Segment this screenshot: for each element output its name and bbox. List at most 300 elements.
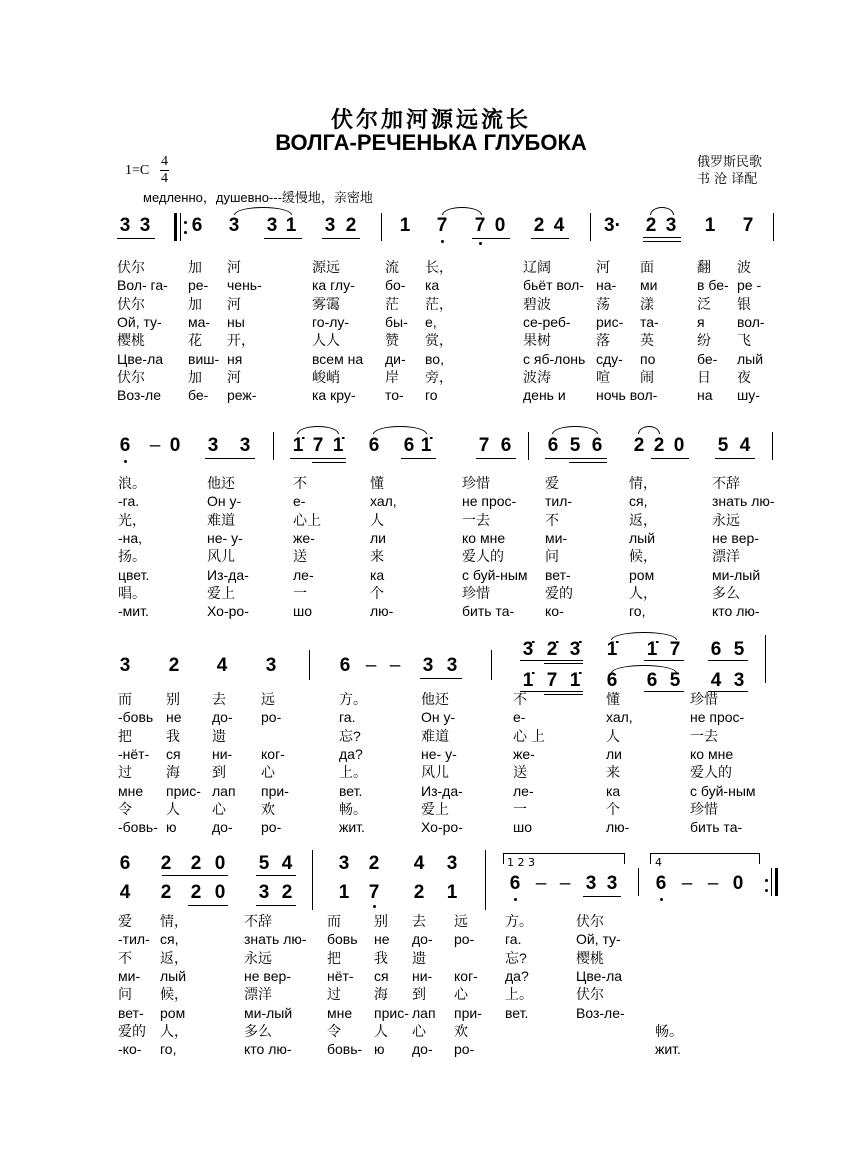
barline <box>638 868 639 896</box>
lyric-syllable: реж- <box>227 387 257 404</box>
lyric-syllable: е- <box>293 493 306 510</box>
lyric-syllable: хал, <box>370 493 397 510</box>
lyric-syllable: 永远 <box>244 949 272 966</box>
volta-label-2: 4 <box>655 856 662 869</box>
beam <box>290 458 346 459</box>
lyric-syllable: тил- <box>545 493 573 510</box>
repeat-dot <box>184 221 187 224</box>
lyric-syllable: до- <box>412 1041 433 1058</box>
lyric-syllable: ког- <box>454 967 478 984</box>
lyric-syllable: 伏尔 <box>117 295 145 312</box>
lyric-syllable: 难道 <box>207 511 235 528</box>
dash: – <box>707 873 719 894</box>
note: 1 <box>285 215 297 236</box>
song-title-chinese: 伏尔加河源远流长 <box>330 107 531 133</box>
note: 3 <box>207 435 219 456</box>
lyric-syllable: 开， <box>227 332 255 349</box>
lyric-syllable: 问 <box>118 986 132 1003</box>
barline <box>491 650 492 680</box>
lyric-syllable: знать лю- <box>244 931 307 948</box>
beam <box>256 905 296 906</box>
note: 4 <box>739 435 751 456</box>
lyric-syllable: 波 <box>737 259 751 275</box>
upper-note: 3̇ <box>569 639 581 660</box>
note: 3 <box>239 435 251 456</box>
lyric-syllable: 流 <box>385 259 399 275</box>
lyric-syllable: вет- <box>545 566 571 583</box>
lyric-syllable: жит. <box>339 819 365 836</box>
note: 6 <box>547 435 559 456</box>
lyric-syllable: 去 <box>212 691 226 707</box>
lyric-syllable: 茫 <box>385 295 399 312</box>
note-high: 1̇ <box>292 435 304 456</box>
lyric-syllable: 波涛 <box>523 368 551 385</box>
beam <box>643 237 681 238</box>
repeat-dot <box>184 231 187 234</box>
lyric-syllable: 把 <box>118 727 132 744</box>
note: 6 <box>403 435 415 456</box>
lyric-syllable: 把 <box>327 949 341 966</box>
lyric-syllable: 珍惜 <box>690 691 718 707</box>
note: 2 <box>345 215 357 236</box>
lyric-syllable: мне <box>118 782 144 799</box>
lyric-syllable: 多么 <box>244 1022 272 1039</box>
lyric-syllable: 心 上 <box>513 727 545 744</box>
time-signature <box>160 155 169 186</box>
lyric-syllable: 珍惜 <box>462 584 490 601</box>
lyric-syllable: 唱。 <box>118 584 146 601</box>
note: 7 <box>436 215 448 236</box>
lyric-syllable: е- <box>513 709 526 726</box>
upper-note: 2̇ <box>546 639 558 660</box>
time-signature-top: 4 <box>161 154 168 169</box>
lyric-syllable: 珍惜 <box>462 475 490 491</box>
lower-note: 1 <box>338 882 350 903</box>
upper-note: 2 <box>160 853 172 874</box>
lyric-syllable: Цве-ла <box>576 967 623 984</box>
lyric-syllable: не- у- <box>421 745 457 762</box>
lyric-syllable: не <box>166 709 182 726</box>
lyric-syllable: 到 <box>412 986 426 1003</box>
upper-note: 4 <box>281 853 293 874</box>
lyric-syllable: 远 <box>261 691 275 707</box>
beam <box>401 458 436 459</box>
lyric-syllable: 风儿 <box>207 548 235 565</box>
lyric-syllable: кто лю- <box>712 603 760 620</box>
lyric-syllable: 赏， <box>425 332 453 349</box>
lyric-syllable: 河 <box>596 259 610 275</box>
lower-note: 1 <box>446 882 458 903</box>
note: 6 <box>339 655 351 676</box>
lyric-syllable: вет- <box>118 1004 144 1021</box>
lyric-syllable: ны <box>227 313 245 330</box>
beam <box>715 458 755 459</box>
lyric-syllable: шу- <box>737 387 760 404</box>
lyric-syllable: с яб-лонь <box>523 350 586 367</box>
lyric-syllable: 一去 <box>462 511 490 528</box>
lyric-syllable: 人 <box>606 727 620 744</box>
lyric-syllable: 闹 <box>640 368 654 385</box>
lyric-syllable: бить та- <box>690 819 743 836</box>
lyric-syllable: 多么 <box>712 584 740 601</box>
lyric-syllable: 忘? <box>339 727 361 744</box>
lyric-syllable-ending: 畅。 <box>655 1023 683 1039</box>
note: 7 <box>478 435 490 456</box>
upper-note: 2 <box>368 853 380 874</box>
lyric-syllable: то- <box>385 387 404 404</box>
lyric-syllable: ко мне <box>462 529 506 546</box>
barline <box>773 213 774 241</box>
lyric-syllable: 懂 <box>606 691 620 707</box>
lyric-syllable: 不 <box>118 949 132 966</box>
barline <box>485 850 486 910</box>
repeat-start-barline <box>174 213 177 241</box>
barline <box>765 635 766 683</box>
lyric-syllable: бовь- <box>327 1041 363 1058</box>
beam <box>644 660 684 661</box>
lyric-syllable: 爱 <box>118 913 132 929</box>
lyric-syllable: 面 <box>640 259 654 275</box>
lyric-syllable: -тил- <box>118 931 150 948</box>
lyric-syllable: 令 <box>118 800 132 817</box>
lyric-syllable: ми- <box>545 529 568 546</box>
lyric-syllable: 加 <box>188 295 202 312</box>
lyric-syllable: 花 <box>188 332 202 349</box>
lyric-syllable: ся, <box>629 493 648 510</box>
lyric-syllable: 辽阔 <box>523 259 551 275</box>
barline <box>180 213 181 241</box>
lyric-syllable: 欢 <box>261 800 275 817</box>
lyric-syllable: ди- <box>385 350 406 367</box>
upper-note: 0 <box>214 853 226 874</box>
lyric-syllable: 候， <box>629 548 657 565</box>
beam <box>520 660 583 661</box>
lyric-syllable: 银 <box>737 295 751 312</box>
lyric-syllable: 爱人的 <box>690 764 732 781</box>
lower-note: 1̇ <box>522 670 534 691</box>
lyric-syllable: 樱桃 <box>117 332 145 349</box>
lyric-syllable: 人 <box>370 511 384 528</box>
lyric-syllable: не <box>374 931 390 948</box>
note: 4 <box>216 655 228 676</box>
lyric-syllable: да? <box>505 967 529 984</box>
lyric-syllable: 忘? <box>505 949 527 966</box>
lyric-syllable: прис- <box>374 1004 409 1021</box>
beam <box>205 458 255 459</box>
lyric-syllable: с буй-ным <box>462 566 528 583</box>
credit-origin: 俄罗斯民歌 <box>696 155 762 170</box>
lower-note: 2 <box>413 882 425 903</box>
beam <box>472 238 510 239</box>
lyric-syllable: 旁， <box>425 368 453 385</box>
lyric-syllable: на- <box>596 277 617 294</box>
time-signature-bottom: 4 <box>161 171 168 186</box>
repeat-dot <box>765 879 768 882</box>
lyric-syllable: не вер- <box>244 967 291 984</box>
lyric-syllable: 送 <box>513 764 527 781</box>
lyric-syllable: Воз-ле- <box>576 1004 625 1021</box>
lyric-syllable: лап <box>412 1004 436 1021</box>
note: 5 <box>569 435 581 456</box>
note: 3 <box>139 215 151 236</box>
lyric-syllable: 心 <box>261 764 275 781</box>
slur <box>297 426 339 434</box>
lyric-syllable: во, <box>425 350 444 367</box>
lyric-syllable: 不 <box>293 475 307 491</box>
note: 6 <box>119 435 131 456</box>
dash: – <box>535 873 547 894</box>
lyric-syllable: 人 <box>374 1022 388 1039</box>
lyric-syllable: Из-да- <box>421 782 463 799</box>
lower-note: 6 <box>606 670 618 691</box>
note: 6 <box>368 435 380 456</box>
lyric-syllable: ро- <box>454 1041 475 1058</box>
lyric-syllable: ро- <box>454 931 475 948</box>
note: 6 <box>191 215 203 236</box>
lyric-syllable: бе- <box>697 350 718 367</box>
lyric-syllable: 我 <box>166 727 180 744</box>
upper-note: 2 <box>190 853 202 874</box>
lyric-syllable: 落 <box>596 332 610 349</box>
note: 2 <box>533 215 545 236</box>
lyric-syllable: при- <box>261 782 289 799</box>
lyric-syllable: 伏尔 <box>576 913 604 929</box>
lyric-syllable: е, <box>425 313 437 330</box>
lyric-syllable: 一 <box>293 584 307 601</box>
dash: – <box>365 655 377 676</box>
lyric-syllable: 长， <box>425 259 453 275</box>
note: 3 <box>119 655 131 676</box>
lyric-syllable: 爱上 <box>207 584 235 601</box>
lyric-syllable: 心 <box>412 1022 426 1039</box>
barline <box>273 432 274 460</box>
lyric-syllable: Вол- га- <box>117 277 168 294</box>
lyric-syllable: 我 <box>374 949 388 966</box>
lyric-syllable: -на, <box>118 529 143 546</box>
lyric-syllable: 翻 <box>697 259 711 275</box>
dash: – <box>681 873 693 894</box>
beam <box>531 238 569 239</box>
lyric-syllable: 岸 <box>385 368 399 385</box>
lyric-syllable: 过 <box>118 764 132 781</box>
slur <box>611 632 677 640</box>
lyric-syllable: прис- <box>166 782 201 799</box>
lyric-syllable: 遗 <box>212 727 226 744</box>
lyric-syllable: ро- <box>261 819 282 836</box>
upper-note: 3 <box>338 853 350 874</box>
lyric-syllable: 心上 <box>293 511 321 528</box>
low-octave-dot <box>479 242 482 245</box>
lyric-syllable: день и <box>523 387 566 404</box>
lyric-syllable: 上。 <box>505 986 533 1003</box>
lyric-syllable: 海 <box>166 764 180 781</box>
lyric-syllable: 雾霭 <box>312 295 340 312</box>
note: 6 <box>591 435 603 456</box>
lyric-syllable: 令 <box>327 1022 341 1039</box>
lyric-syllable: ког- <box>261 745 285 762</box>
volta-bracket-2 <box>650 853 760 864</box>
note: 3 <box>228 215 240 236</box>
lyric-syllable: 懂 <box>370 475 384 491</box>
lyric-syllable: ка <box>425 277 440 294</box>
lyric-syllable: 飞 <box>737 332 751 349</box>
lyric-syllable: ко мне <box>690 745 734 762</box>
lyric-syllable: лю- <box>606 819 630 836</box>
lyric-syllable: 人， <box>629 584 657 601</box>
note: 6 <box>500 435 512 456</box>
lyric-syllable: ка кру- <box>312 387 356 404</box>
lyric-syllable: да? <box>339 745 363 762</box>
barline <box>590 213 591 241</box>
lyric-syllable: 永远 <box>712 511 740 528</box>
upper-note: 7 <box>669 639 681 660</box>
lyric-syllable: 不辞 <box>244 913 272 929</box>
lyric-syllable: ю <box>166 819 177 836</box>
lyric-syllable: 人人 <box>312 332 340 349</box>
note: 2 <box>653 435 665 456</box>
lyric-syllable: лый <box>629 529 656 546</box>
lyric-syllable: 泛 <box>697 295 711 312</box>
note: 1 <box>704 215 716 236</box>
lyric-syllable: ко- <box>545 603 564 620</box>
lyric-syllable: 浪。 <box>118 475 146 491</box>
lyric-syllable: бы- <box>385 313 408 330</box>
lyric-syllable: рис- <box>596 313 624 330</box>
beam <box>644 691 684 692</box>
lyric-syllable: ми <box>640 277 658 294</box>
lyric-syllable: 心 <box>212 800 226 817</box>
lyric-syllable: ми- <box>118 967 141 984</box>
dash: – <box>389 655 401 676</box>
note: 3 <box>422 655 434 676</box>
note-high: 1̇ <box>420 435 432 456</box>
tempo-marking: медленно，душевно---缓慢地，亲密地 <box>143 190 373 205</box>
lyric-syllable: 个 <box>606 800 620 817</box>
lyric-syllable: 不辞 <box>712 475 740 491</box>
lyric-syllable: 漂洋 <box>244 986 272 1003</box>
lyric-syllable: та- <box>640 313 659 330</box>
lyric-syllable: бить та- <box>462 603 515 620</box>
lyric-syllable: 爱的 <box>545 584 573 601</box>
lyric-syllable: се-реб- <box>523 313 571 330</box>
lyric-syllable: бо- <box>385 277 406 294</box>
lyric-syllable: 纷 <box>697 332 711 349</box>
upper-note: 6 <box>119 853 131 874</box>
lower-note: 2 <box>190 882 202 903</box>
lyric-syllable: на <box>697 387 713 404</box>
beam-double <box>544 694 583 695</box>
lyric-syllable: Хо-ро- <box>207 603 249 620</box>
upper-note: 1̇ <box>646 639 658 660</box>
lyric-syllable: ни- <box>412 967 433 984</box>
lyric-syllable: кто лю- <box>244 1041 292 1058</box>
lyric-syllable: вет. <box>339 782 363 799</box>
note: 6 <box>509 873 521 894</box>
note: 2 <box>168 655 180 676</box>
key-signature: 1=C <box>125 163 150 178</box>
lyric-syllable-ending: жит. <box>655 1041 681 1058</box>
lyric-syllable: не прос- <box>462 493 517 510</box>
lyric-syllable: при- <box>454 1004 482 1021</box>
lyric-syllable: 加 <box>188 368 202 385</box>
lyric-syllable: го, <box>160 1041 177 1058</box>
lyric-syllable: 珍惜 <box>690 800 718 817</box>
lyric-syllable: чень- <box>227 277 262 294</box>
lower-note: 0 <box>214 882 226 903</box>
lyric-syllable: лый <box>160 967 187 984</box>
lyric-syllable: 伏尔 <box>117 368 145 385</box>
lyric-syllable: до- <box>412 931 433 948</box>
upper-note: 1̇ <box>606 639 618 660</box>
lyric-syllable: вет. <box>505 1004 529 1021</box>
lower-note: 7 <box>368 882 380 903</box>
upper-note: 4 <box>413 853 425 874</box>
lyric-syllable: 爱 <box>545 475 559 491</box>
beam <box>651 458 689 459</box>
repeat-end-barline <box>775 868 778 896</box>
lyric-syllable: ка <box>606 782 621 799</box>
lyric-syllable: 赞 <box>385 332 399 349</box>
note: 6 <box>655 873 667 894</box>
lyric-syllable: вол- <box>737 313 765 330</box>
low-octave-dot <box>441 240 444 243</box>
note-dotted: 3· <box>604 215 621 236</box>
lyric-syllable: знать лю- <box>712 493 775 510</box>
lyric-syllable: 夜 <box>737 368 751 385</box>
lower-note: 1̇ <box>569 670 581 691</box>
lyric-syllable: 返， <box>629 511 657 528</box>
lyric-syllable: ся <box>166 745 181 762</box>
slur <box>650 207 674 215</box>
lyric-syllable: 个 <box>370 584 384 601</box>
lyric-syllable: не- у- <box>207 529 243 546</box>
beam-double <box>544 663 583 664</box>
note: 5 <box>717 435 729 456</box>
lyric-syllable: ли <box>606 745 622 762</box>
lyric-syllable: 扬。 <box>118 548 146 565</box>
lyric-syllable: 来 <box>606 764 620 781</box>
low-octave-dot <box>373 905 376 908</box>
lyric-syllable: го <box>425 387 438 404</box>
lyric-syllable: нёт- <box>327 967 354 984</box>
lyric-syllable: 过 <box>327 986 341 1003</box>
lyric-syllable: ночь вол- <box>596 387 658 404</box>
lower-note: 4 <box>710 670 722 691</box>
lyric-syllable: 爱人的 <box>462 548 504 565</box>
lyric-syllable: 去 <box>412 913 426 929</box>
note: 1 <box>399 215 411 236</box>
lyric-syllable: 来 <box>370 548 384 565</box>
barline <box>309 650 310 680</box>
lyric-syllable: лый <box>737 350 764 367</box>
note: 0 <box>494 215 506 236</box>
lyric-syllable: ле- <box>513 782 534 799</box>
lyric-syllable: 而 <box>118 691 132 707</box>
lyric-syllable: 漂洋 <box>712 548 740 565</box>
lyric-syllable: не вер- <box>712 529 759 546</box>
lyric-syllable: ся, <box>160 931 179 948</box>
note: 7 <box>742 215 754 236</box>
lyric-syllable: го, <box>629 603 646 620</box>
lyric-syllable: бьёт вол- <box>523 277 584 294</box>
note: 7 <box>312 435 324 456</box>
lyric-syllable: 源远 <box>312 259 340 275</box>
lyric-syllable: же- <box>513 745 535 762</box>
lyric-syllable: по <box>640 350 656 367</box>
lyric-syllable: 情， <box>629 475 657 491</box>
barline <box>312 850 313 910</box>
lyric-syllable: 人 <box>166 800 180 817</box>
